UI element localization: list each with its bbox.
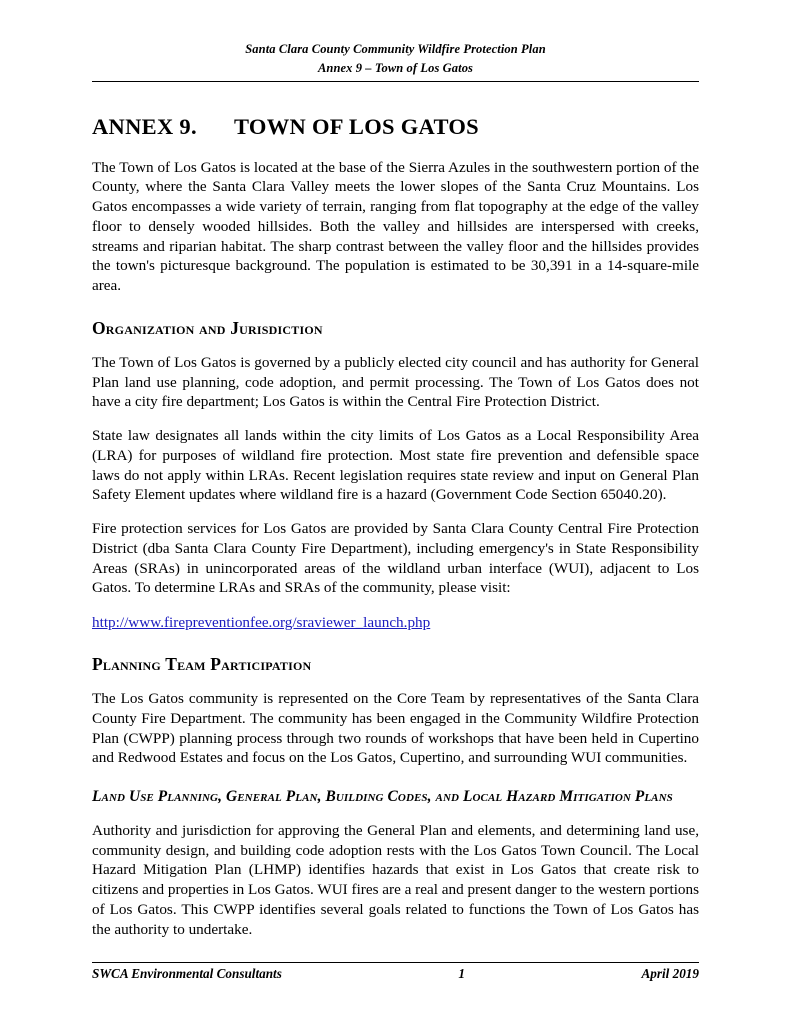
header-divider	[92, 81, 699, 82]
sraviewer-link[interactable]: http://www.firepreventionfee.org/sraviewer_launch.php	[92, 614, 431, 631]
footer-page-number: 1	[458, 966, 465, 981]
paragraph-organization-2: State law designates all lands within the city limits of Los Gatos as a Local Responsibility Area (LRA) for purposes of wildland fire protection. Most state fire prevention and defensible space laws do not apply within LRAs. Recent legislation requires state review and input on General Plan Safety Element updates where wildland fire is a hazard (Government Code Section 65040.20).	[92, 427, 699, 504]
page-content	[92, 40, 699, 939]
running-header-line-2: Annex 9 – Town of Los Gatos	[317, 60, 474, 75]
section-heading-planning-team: Planning Team Participation	[92, 654, 312, 674]
footer-left-text: SWCA Environmental Consultants	[92, 966, 282, 981]
page-title	[92, 114, 699, 140]
page-footer	[92, 962, 699, 982]
subsection-heading-land-use: Land Use Planning, General Plan, Building Codes, and Local Hazard Mitigation Plans	[92, 788, 673, 805]
annex-title-text: TOWN OF LOS GATOS	[234, 113, 479, 139]
running-header-line-1: Santa Clara County Community Wildfire Protection Plan	[245, 42, 546, 56]
annex-number: ANNEX 9.	[92, 113, 197, 139]
footer-right-text: April 2019	[641, 966, 699, 981]
footer-divider	[92, 962, 699, 963]
section-heading-organization: Organization and Jurisdiction	[92, 317, 323, 338]
paragraph-planning-team-1: The Los Gatos community is represented on the Core Team by representatives of the Santa Clara County Fire Department. The community has been engaged in the Community Wildfire Protection Plan (CWPP) planning process through two rounds of workshops that have been held in Cupertino and Redwood Estates and focus on the Los Gatos, Cupertino, and surrounding WUI communities.	[92, 690, 699, 767]
paragraph-land-use-1: Authority and jurisdiction for approving the General Plan and elements, and determining land use, community design, and building code adoption rests with the Los Gatos Town Council. The Local Hazard Mitigation Plan (LHMP) identifies hazards that exist in Los Gatos that create risk to citizens and properties in Los Gatos. WUI fires are a real and present danger to the western portions of Los Gatos. This CWPP identifies several goals related to functions the Town of Los Gatos has the authority to undertake.	[92, 821, 700, 938]
running-header	[92, 40, 699, 78]
paragraph-organization-3: Fire protection services for Los Gatos are provided by Santa Clara County Central Fire Protection District (dba Santa Clara County Fire Department), including emergency's in State Responsibility Areas (SRAs) in unincorporated areas of the wildland urban interface (WUI), adjacent to Los Gatos. To determine LRAs and SRAs of the community, please visit:	[92, 520, 699, 597]
intro-paragraph: The Town of Los Gatos is located at the base of the Sierra Azules in the southwestern portion of the County, where the Santa Clara Valley meets the lower slopes of the Santa Cruz Mountains. Los Gatos encompasses a wide variety of terrain, ranging from flat topography at the edge of the valley floor to densely wooded hillsides. Both the valley and hillsides are interspersed with creeks, streams and riparian habitat. The sharp contrast between the valley floor and the hillsides provides the town's picturesque background. The population is estimated to be 30,391 in a 14-square-mile area.	[92, 158, 699, 294]
paragraph-organization-1: The Town of Los Gatos is governed by a publicly elected city council and has authority for General Plan land use planning, code adoption, and permit processing. The Town of Los Gatos does not have a city fire department; Los Gatos is within the Central Fire Protection District.	[92, 353, 699, 411]
